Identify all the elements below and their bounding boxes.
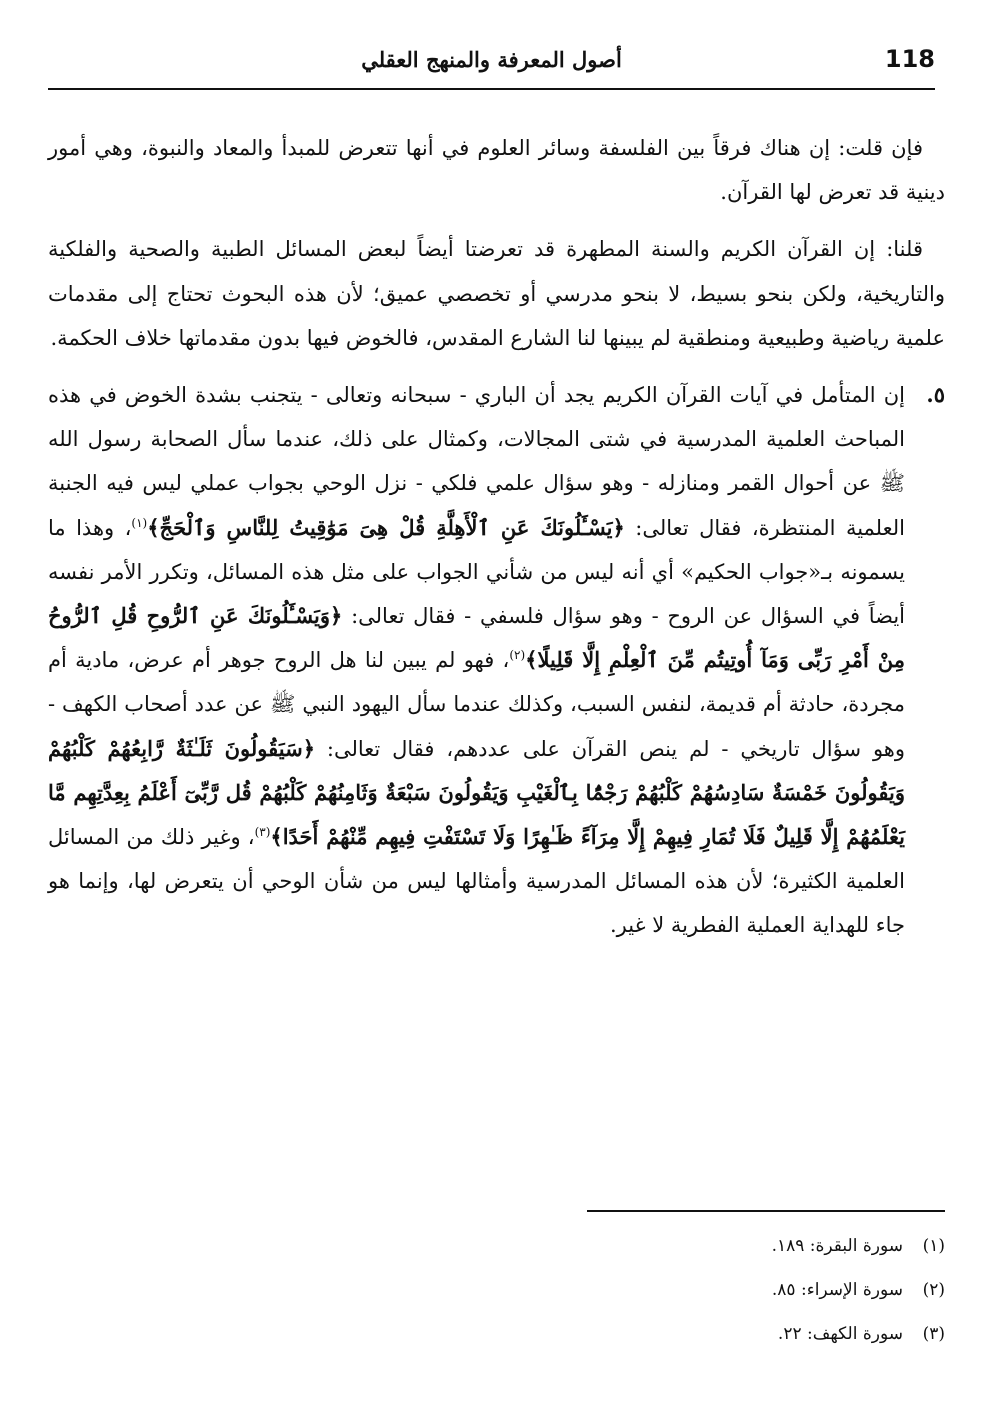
footnote-text: سورة الكهف: ٢٢. [777, 1324, 903, 1344]
text-segment: ، فهو لم يبين لنا هل الروح جوهر أم عرض، مادية أم مجردة، حادثة أم قديمة، لنفس السبب، وكذلك عندما سأل اليهود النبي ﷺ عن عدد أصحاب الكهف - وهو سؤال تاريخي - لم ينص القرآن على عددهم، فقال تعالى: [48, 648, 906, 761]
footnote-ref-3[interactable]: (٣) [254, 825, 271, 840]
footnote-text: سورة البقرة: ١٨٩. [771, 1236, 903, 1256]
footnote-ref-2[interactable]: (٢) [509, 648, 526, 663]
footnote-3 [525, 1312, 945, 1356]
text-segment: ، وغير ذلك من المسائل العلمية الكثيرة؛ لأن هذه المسائل المدرسية وأمثالها ليس من شأن الوحي أن يتعرض لها، وإنما هو جاء للهداية العملية الفطرية لا غير. [48, 825, 905, 938]
footnote-ref-1[interactable]: (١) [131, 515, 148, 530]
numbered-point-5 [48, 373, 945, 948]
page-header [48, 42, 935, 90]
paragraph-answer: قلنا: إن القرآن الكريم والسنة المطهرة قد تعرضتا أيضاً لبعض المسائل الطبية والصحية والفلكية والتاريخية، ولكن بنحو بسيط، لا بنحو مدرسي أو تخصصي عميق؛ لأن هذه البحوث تحتاج إلى مقدمات علمية رياضية وطبيعية ومنطقية لم يبينها لنا الشارع المقدس، فالخوض فيها بدون مقدماتها خلاف الحكمة. [48, 237, 945, 350]
point-number: ٥. [926, 382, 945, 408]
quran-verse-baqarah: ﴿يَسْـَٔلُونَكَ عَنِ ٱلْأَهِلَّةِ قُلْ هِىَ مَوَٰقِيتُ لِلنَّاسِ وَٱلْحَجِّ﴾ [147, 514, 625, 540]
text-segment: ، وهذا ما يسمونه بـ«جواب الحكيم» أي أنه ليس من شأني الجواب على مثل هذه المسائل، وتكرر الأمر نفسه أيضاً في السؤال عن الروح - وهو سؤال فلسفي - فقال تعالى: [48, 515, 905, 629]
quran-verse-isra: ﴿وَيَسْـَٔلُونَكَ عَنِ ٱلرُّوحِ قُلِ ٱلرُّوحُ مِنْ أَمْرِ رَبِّى وَمَآ أُوتِيتُم مِّنَ ٱلْعِلْمِ إِلَّا قَلِيلًا﴾ [48, 603, 905, 673]
footnote-1 [525, 1224, 945, 1268]
text-segment: إن المتأمل في آيات القرآن الكريم يجد أن الباري - سبحانه وتعالى - يتجنب بشدة الخوض في هذه المباحث العلمية المدرسية في شتى المجالات، وكمثال على ذلك، عندما سأل الصحابة رسول الله ﷺ عن أحوال القمر ومنازله - وهو سؤال علمي فلكي - نزل الوحي بجواب عملي ليس فيه الجنبة العلمية المنتظرة، فقال تعالى: [48, 383, 905, 540]
page-number: 118 [884, 45, 935, 73]
quran-verse-kahf: ﴿سَيَقُولُونَ ثَلَـٰثَةٌ رَّابِعُهُمْ كَلْبُهُمْ وَيَقُولُونَ خَمْسَةٌ سَادِسُهُمْ كَلْبُهُمْ رَجْمًۢا بِٱلْغَيْبِ وَيَقُولُونَ سَبْعَةٌ وَثَامِنُهُمْ كَلْبُهُمْ قُل رَّبِّىٓ أَعْلَمُ بِعِدَّتِهِم مَّا يَعْلَمُهُمْ إِلَّا قَلِيلٌ فَلَا تُمَارِ فِيهِمْ إِلَّا مِرَآءً ظَـٰهِرًا وَلَا تَسْتَفْتِ فِيهِم مِّنْهُمْ أَحَدًا﴾ [48, 735, 906, 850]
footnotes [525, 1224, 945, 1356]
footnote-separator [587, 1210, 945, 1212]
footnote-number: (٢) [922, 1280, 945, 1300]
footnote-number: (٣) [922, 1324, 945, 1344]
footnote-2 [525, 1268, 945, 1312]
footnote-number: (١) [922, 1236, 945, 1256]
footnote-text: سورة الإسراء: ٨٥. [771, 1280, 903, 1300]
running-title: أصول المعرفة والمنهج العقلي [361, 47, 622, 72]
point-text [48, 373, 905, 948]
main-text [48, 126, 945, 948]
paragraph-objection: فإن قلت: إن هناك فرقاً بين الفلسفة وسائر العلوم في أنها تتعرض للمبدأ والمعاد والنبوة، وهي أمور دينية قد تعرض لها القرآن. [48, 136, 945, 205]
